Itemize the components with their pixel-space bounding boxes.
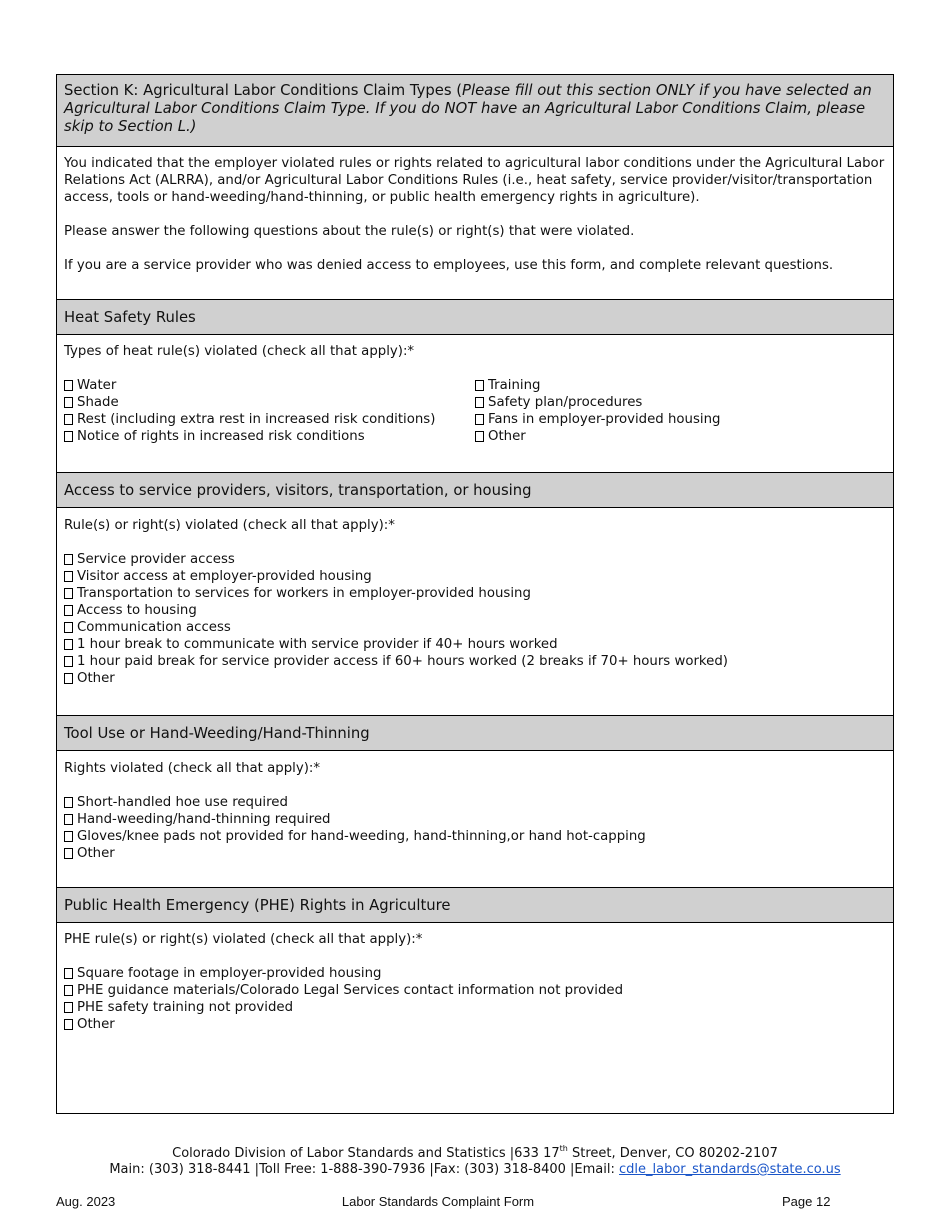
checkbox-option[interactable]: Other — [64, 670, 886, 687]
checkbox[interactable] — [64, 1002, 73, 1013]
checkbox[interactable] — [64, 605, 73, 616]
access-header — [57, 472, 893, 508]
checkbox-option[interactable]: Hand-weeding/hand-thinning required — [64, 811, 886, 828]
checkbox-option[interactable]: PHE guidance materials/Colorado Legal Services contact information not provided — [64, 982, 886, 999]
section-k-title: Section K: Agricultural Labor Conditions Claim Types (Please fill out this section ONLY if you have selected an Agricultural Labor Conditions Claim Type. If you do NOT have an Agricultural Labor Conditions Claim, please skip to Section L.) — [64, 82, 872, 135]
service-provider-note: If you are a service provider who was denied access to employees, use this form, and complete relevant questions. — [64, 258, 834, 273]
footer-address: Colorado Division of Labor Standards and Statistics |633 17th Street, Denver, CO 80202-2107 — [172, 1144, 778, 1161]
email-link[interactable]: cdle_labor_standards@state.co.us — [619, 1162, 841, 1177]
checkbox-option[interactable]: Access to housing — [64, 602, 886, 619]
checkbox[interactable] — [64, 554, 73, 565]
checkbox[interactable] — [64, 968, 73, 979]
form-table — [56, 74, 894, 1114]
checkbox-option[interactable]: Other — [64, 845, 886, 862]
tool-use-header — [57, 715, 893, 751]
checkbox-option[interactable]: 1 hour break to communicate with service provider if 40+ hours worked — [64, 636, 886, 653]
checkbox-option[interactable]: Shade — [64, 394, 475, 411]
checkbox-option[interactable]: PHE safety training not provided — [64, 999, 886, 1016]
checkbox-option[interactable]: Visitor access at employer-provided housing — [64, 568, 886, 585]
heat-safety-body — [64, 343, 886, 445]
checkbox-option[interactable]: Short-handled hoe use required — [64, 794, 886, 811]
section-k-header — [57, 75, 893, 147]
instruction-paragraph: Please answer the following questions about the rule(s) or right(s) that were violated. — [64, 224, 635, 239]
checkbox-option[interactable]: Safety plan/procedures — [475, 394, 886, 411]
checkbox[interactable] — [64, 656, 73, 667]
heat-left-column — [64, 377, 475, 445]
phe-title: Public Health Emergency (PHE) Rights in Agriculture — [64, 896, 451, 914]
checkbox[interactable] — [64, 588, 73, 599]
access-body — [64, 517, 886, 687]
checkbox[interactable] — [64, 414, 73, 425]
footer-form-name: Labor Standards Complaint Form — [341, 1194, 535, 1209]
checkbox-option[interactable]: Training — [475, 377, 886, 394]
heat-prompt: Types of heat rule(s) violated (check all that apply):* — [64, 344, 415, 359]
footer-date: Aug. 2023 — [56, 1194, 116, 1209]
checkbox-option[interactable]: Other — [475, 428, 886, 445]
checkbox[interactable] — [64, 380, 73, 391]
checkbox[interactable] — [64, 673, 73, 684]
checkbox-option[interactable]: Service provider access — [64, 551, 886, 568]
checkbox-option[interactable]: Notice of rights in increased risk conditions — [64, 428, 475, 445]
checkbox-option[interactable]: Communication access — [64, 619, 886, 636]
footer-page-number: Page 12 — [782, 1194, 831, 1209]
checkbox[interactable] — [64, 431, 73, 442]
access-prompt: Rule(s) or right(s) violated (check all that apply):* — [64, 518, 395, 533]
tool-prompt: Rights violated (check all that apply):* — [64, 761, 321, 776]
checkbox[interactable] — [64, 814, 73, 825]
checkbox[interactable] — [64, 848, 73, 859]
checkbox[interactable] — [475, 414, 484, 425]
checkbox-option[interactable]: Fans in employer-provided housing — [475, 411, 886, 428]
checkbox[interactable] — [475, 397, 484, 408]
phe-body — [64, 931, 886, 1033]
heat-safety-title: Heat Safety Rules — [64, 308, 196, 326]
checkbox[interactable] — [64, 571, 73, 582]
phe-header — [57, 887, 893, 923]
checkbox[interactable] — [475, 380, 484, 391]
intro-paragraph: You indicated that the employer violated rules or rights related to agricultural labor conditions under the Agricultural Labor Relations Act (ALRRA), and/or Agricultural Labor Conditions Rules (i.e., heat safety, service provider/visitor/transportation access, tools or hand-weeding/hand-thinning, or public health emergency rights in agriculture). — [64, 156, 885, 205]
checkbox-option[interactable]: 1 hour paid break for service provider access if 60+ hours worked (2 breaks if 70+ hours worked) — [64, 653, 886, 670]
footer-contact: Main: (303) 318-8441 |Toll Free: 1-888-390-7936 |Fax: (303) 318-8400 |Email: cdle_labor_standards@state.co.us — [109, 1162, 841, 1177]
tool-use-title: Tool Use or Hand-Weeding/Hand-Thinning — [64, 724, 370, 742]
checkbox-option[interactable]: Water — [64, 377, 475, 394]
tool-use-body — [64, 760, 886, 862]
checkbox-option[interactable]: Gloves/knee pads not provided for hand-weeding, hand-thinning,or hand hot-capping — [64, 828, 886, 845]
checkbox[interactable] — [64, 985, 73, 996]
section-k-body — [64, 155, 886, 274]
checkbox-option[interactable]: Square footage in employer-provided housing — [64, 965, 886, 982]
checkbox[interactable] — [64, 1019, 73, 1030]
checkbox[interactable] — [64, 831, 73, 842]
checkbox[interactable] — [64, 397, 73, 408]
checkbox[interactable] — [64, 797, 73, 808]
checkbox-option[interactable]: Other — [64, 1016, 886, 1033]
checkbox[interactable] — [64, 622, 73, 633]
heat-right-column — [475, 377, 886, 445]
phe-prompt: PHE rule(s) or right(s) violated (check all that apply):* — [64, 932, 423, 947]
heat-safety-header — [57, 299, 893, 335]
checkbox[interactable] — [64, 639, 73, 650]
checkbox-option[interactable]: Rest (including extra rest in increased risk conditions) — [64, 411, 475, 428]
checkbox-option[interactable]: Transportation to services for workers in employer-provided housing — [64, 585, 886, 602]
checkbox[interactable] — [475, 431, 484, 442]
access-title: Access to service providers, visitors, transportation, or housing — [64, 481, 532, 499]
